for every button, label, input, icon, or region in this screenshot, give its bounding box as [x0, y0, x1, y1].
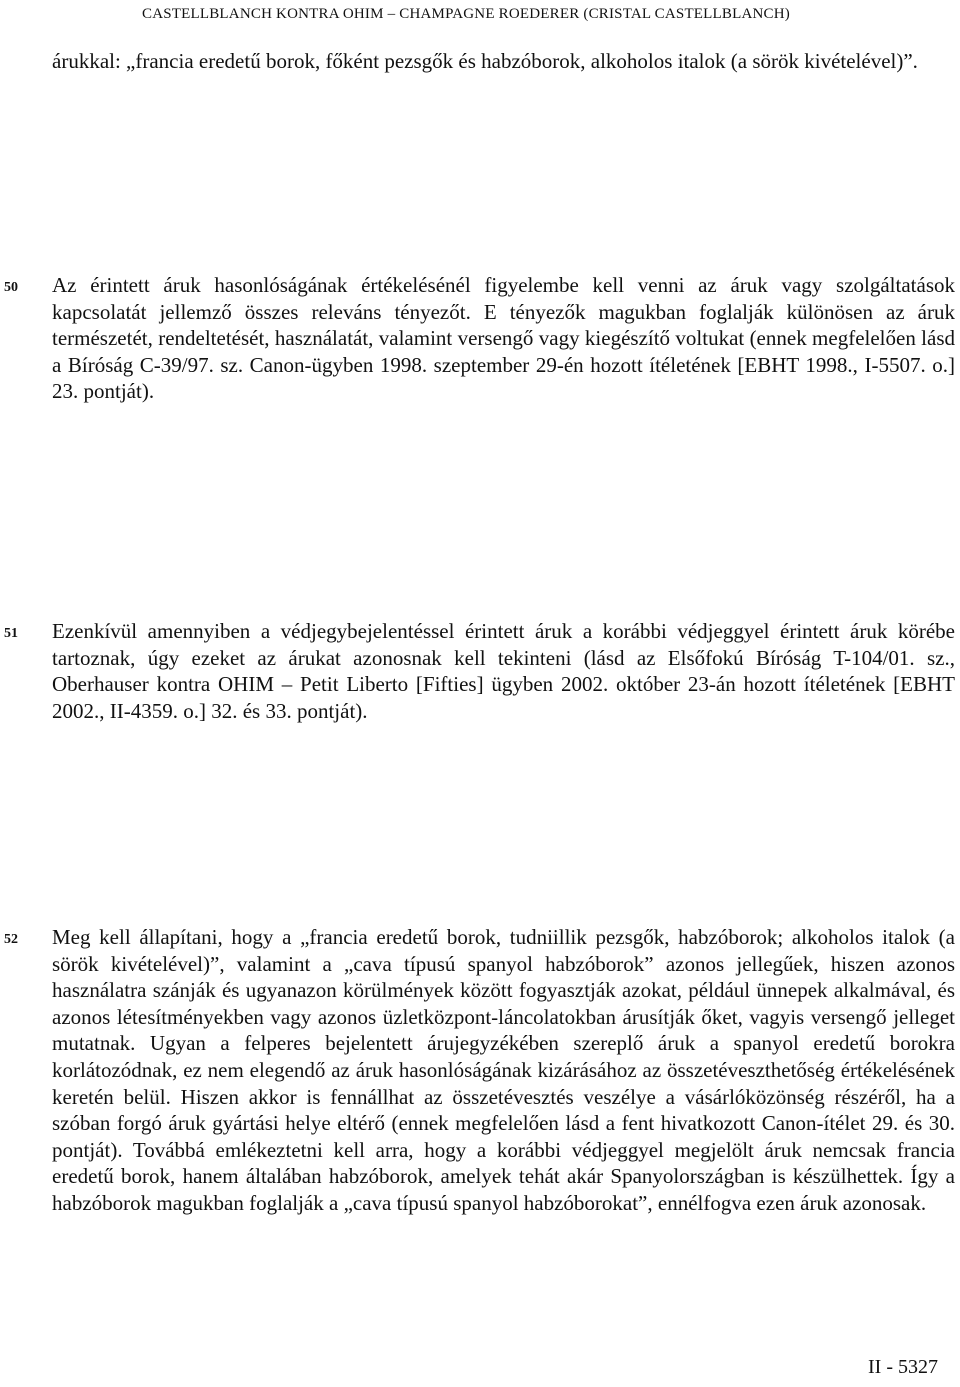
paragraph-number-52: 52: [4, 932, 18, 947]
paragraph-51-text: Ezenkívül amennyiben a védjegybejelentéssel érintett áruk a korábbi védjeggyel érintett áruk körébe tartoznak, úgy ezeket az árukat azonosnak kell tekinteni (lásd az Elsőfokú Bíróság T-104/01. sz., Oberhauser kontra OHIM – Petit Liberto [Fifties] ügyben 2002. október 23-án hozott ítéletének [EBHT 2002., II-4359. o.] 32. és 33. pontját).: [52, 619, 955, 723]
paragraph-50-text: Az érintett áruk hasonlóságának értékelésénél figyelembe kell venni az áruk vagy szolgáltatások kapcsolatát jellemző összes releváns tényezőt. E tényezők magukban foglalják különösen az áruk természetét, rendeltetését, használatát, valamint versengő vagy kiegészítő voltukat (ennek megfelelően lásd a Bíróság C-39/97. sz. Canon-ügyben 1998. szeptember 29-én hozott ítéletének [EBHT 1998., I-5507. o.] 23. pontját).: [52, 273, 955, 404]
page-number: II - 5327: [868, 1356, 938, 1378]
paragraph-number-50: 50: [4, 280, 18, 295]
paragraph-52-text: Meg kell állapítani, hogy a „francia eredetű borok, tudniillik pezsgők, habzóborok; alkoholos italok (a sörök kivételével)”, valamint a „cava típusú spanyol habzóborok” azonos jellegűek, hiszen azonos használatra szánják és ugyanazon körülmények között fogyasztják azokat, például ünnepek alkalmával, és azonos létesítményekben vagy azonos üzletközpont-láncolatokban árusítják őket, vagyis versengő jelleget mutatnak. Ugyan a felperes bejelentett árujegyzékében szereplő áruk a spanyol eredetű borokra korlátozódnak, ez nem elegendő az áruk hasonlóságának kizárásához az összetéveszthetőség értékelésének keretén belül. Hiszen akkor is fennállhat az összetévesztés veszélye a vásárlóközönség részéről, ha a szóban forgó áruk gyártási helye eltérő (ennek megfelelően lásd a fent hivatkozott Canon-ítélet 29. és 30. pontját). Továbbá emlékeztetni kell arra, hogy a korábbi védjeggyel megjelölt áruk nemcsak francia eredetű borok, hanem általában habzóborok, amelyek tehát akár Spanyolországban is készülhettek. Így a habzóborok magukban foglalják a „cava típusú spanyol habzóborokat”, ennélfogva ezen áruk azonosak.: [52, 925, 955, 1215]
running-header: CASTELLBLANCH KONTRA OHIM – CHAMPAGNE ROEDERER (CRISTAL CASTELLBLANCH): [142, 6, 790, 22]
paragraph-number-51: 51: [4, 626, 18, 641]
continuation-text: árukkal: „francia eredetű borok, főként pezsgők és habzóborok, alkoholos italok (a sörök kivételével)”.: [52, 49, 918, 73]
